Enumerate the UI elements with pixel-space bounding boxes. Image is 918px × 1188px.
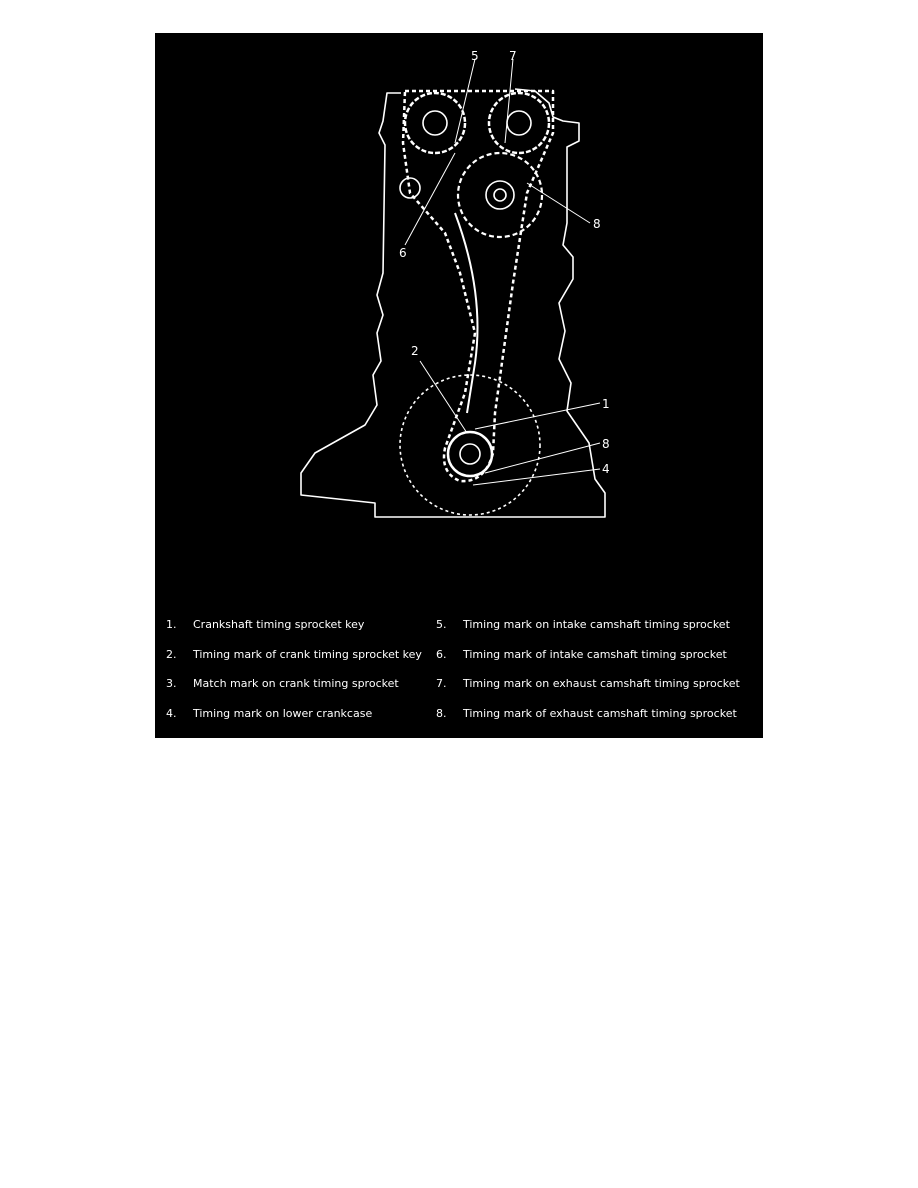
idler-sprocket [458, 153, 542, 237]
exhaust-camshaft-sprocket [489, 93, 549, 153]
callout-8-top: 8 [593, 217, 601, 231]
callout-2: 2 [411, 344, 419, 358]
callout-4: 4 [602, 462, 610, 476]
intake-camshaft-sprocket [405, 93, 465, 153]
timing-chain-diagram [155, 33, 763, 593]
callout-1: 1 [602, 397, 610, 411]
engine-block-outline [301, 89, 605, 517]
callout-8-bottom: 8 [602, 437, 610, 451]
timing-chain-figure: 5 7 8 6 2 1 8 4 1. Crankshaft timing sprocket key 2. Timing mark of crank timing sprocket key 3. Match mark on crank timing sprocket 4. Timing mark on lower crankcase 5. Timing mark on intake camshaft timing sprocket 6. Timing mark of intake camshaft timing sprocket 7. Timing mark on exhaust camshaft timing sprocket 8. Timing mark of exhaust camshaft timing sprocket [155, 33, 763, 738]
callout-5: 5 [471, 49, 479, 63]
timing-chain [403, 91, 553, 481]
callout-6: 6 [399, 246, 407, 260]
callout-7: 7 [509, 49, 517, 63]
